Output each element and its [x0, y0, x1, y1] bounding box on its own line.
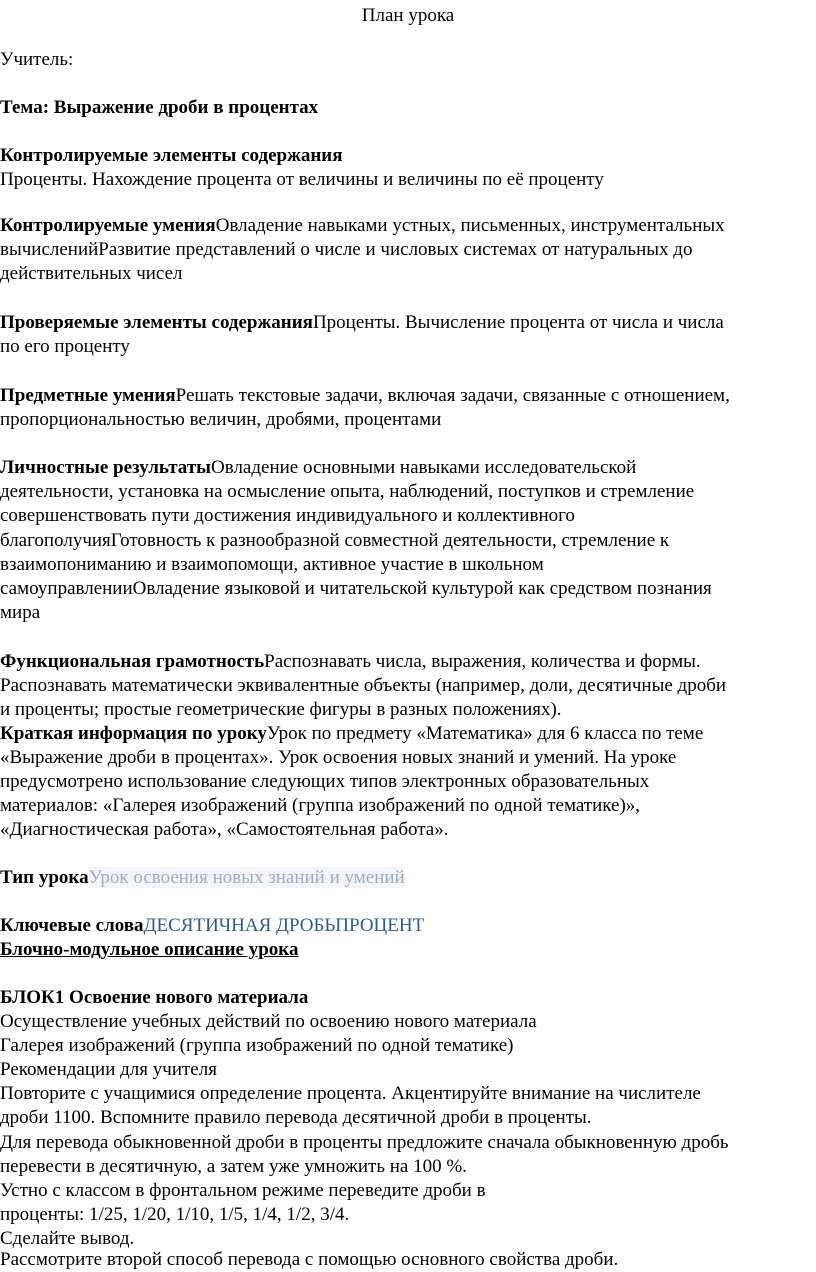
brief-info-line-5: «Диагностическая работа», «Самостоятельная работа». — [0, 819, 449, 840]
controlled-skills-label: Контролируемые умения — [0, 215, 216, 236]
brief-info-line-1: Краткая информация по урокуУрок по предмету «Математика» для 6 класса по теме — [0, 723, 704, 744]
controlled-elements-text: Проценты. Нахождение процента от величины и величины по её проценту — [0, 169, 604, 190]
teacher-label: Учитель: — [0, 49, 74, 70]
block1-line-1: Осуществление учебных действий по освоению нового материала — [0, 1011, 537, 1032]
block1-line-4: Повторите с учащимися определение процента. Акцентируйте внимание на числителе — [0, 1083, 701, 1104]
block1-heading: БЛОК1 Освоение нового материала — [0, 987, 309, 1008]
functional-literacy-line-1: Функциональная грамотностьРаспознавать числа, выражения, количества и формы. — [0, 651, 701, 672]
subject-skills-label: Предметные умения — [0, 385, 176, 406]
subject-skills-line-1: Предметные уменияРешать текстовые задачи, включая задачи, связанные с отношением, — [0, 385, 730, 406]
controlled-skills-line-2: вычисленийРазвитие представлений о числе и числовых системах от натуральных до — [0, 239, 693, 260]
block1-line-6: Для перевода обыкновенной дроби в проценты предложите сначала обыкновенную дробь — [0, 1132, 729, 1153]
keywords-label: Ключевые слова — [0, 915, 144, 936]
subject-skills-line-2: пропорциональностью величин, дробями, процентами — [0, 409, 442, 430]
functional-literacy-line-3: и проценты; простые геометрические фигуры в разных положениях). — [0, 699, 562, 720]
controlled-skills-line-3: действительных чисел — [0, 263, 183, 284]
personal-results-line-3: совершенствовать пути достижения индивидуального и коллективного — [0, 505, 575, 526]
functional-literacy-label: Функциональная грамотность — [0, 651, 265, 672]
personal-results-line-5: взаимопониманию и взаимопомощи, активное участие в школьном — [0, 554, 544, 575]
page-title: План урока — [361, 5, 455, 26]
personal-results-line-4: благополучияГотовность к разнообразной совместной деятельности, стремление к — [0, 530, 670, 551]
lesson-type-value: Урок освоения новых знаний и умений — [88, 867, 405, 888]
lesson-type — [0, 866, 405, 890]
controlled-skills-line-1: Контролируемые уменияОвладение навыками устных, письменных, инструментальных — [0, 215, 725, 236]
block1-line-3: Рекомендации для учителя — [0, 1059, 217, 1080]
controlled-elements-heading: Контролируемые элементы содержания — [0, 145, 343, 166]
brief-info-line-3: предусмотрено использование следующих типов электронных образовательных — [0, 771, 650, 792]
personal-results-line-7: мира — [0, 602, 41, 623]
block1-line-11: Рассмотрите второй способ перевода с помощью основного свойства дроби. — [0, 1249, 619, 1270]
block1-line-8: Устно с классом в фронтальном режиме переведите дроби в — [0, 1180, 486, 1201]
block1-line-5: дроби 1100. Вспомните правило перевода десятичной дроби в проценты. — [0, 1107, 592, 1128]
checked-elements-line-1: Проверяемые элементы содержанияПроценты. Вычисление процента от числа и числа — [0, 312, 724, 333]
checked-elements-label: Проверяемые элементы содержания — [0, 312, 313, 333]
brief-info-line-2: «Выражение дроби в процентах». Урок освоения новых знаний и умений. На уроке — [0, 747, 677, 768]
lesson-type-label: Тип урока — [0, 867, 89, 888]
block-description-heading: Блочно-модульное описание урока — [0, 939, 299, 960]
functional-literacy-line-2: Распознавать математически эквивалентные объекты (например, доли, десятичные дроби — [0, 675, 727, 696]
topic-label: Тема: Выражение дроби в процентах — [0, 97, 319, 118]
keywords-value: ДЕСЯТИЧНАЯ ДРОБЬПРОЦЕНТ — [143, 915, 425, 936]
block1-line-2: Галерея изображений (группа изображений по одной тематике) — [0, 1035, 514, 1056]
personal-results-label: Личностные результаты — [0, 457, 211, 478]
personal-results-line-2: деятельности, установка на осмысление опыта, наблюдений, поступков и стремление — [0, 481, 695, 502]
block1-line-7: перевести в десятичную, а затем уже умножить на 100 %. — [0, 1156, 467, 1177]
checked-elements-line-2: по его проценту — [0, 336, 130, 357]
personal-results-line-1: Личностные результатыОвладение основными навыками исследовательской — [0, 457, 637, 478]
block1-line-10: Сделайте вывод. — [0, 1228, 135, 1249]
block1-line-9: проценты: 1/25, 1/20, 1/10, 1/5, 1/4, 1/2, 3/4. — [0, 1204, 350, 1225]
brief-info-label: Краткая информация по уроку — [0, 723, 267, 744]
keywords — [0, 914, 424, 938]
personal-results-line-6: самоуправленииОвладение языковой и читательской культурой как средством познания — [0, 578, 712, 599]
brief-info-line-4: материалов: «Галерея изображений (группа изображений по одной тематике)», — [0, 795, 641, 816]
topic-heading — [0, 96, 318, 120]
